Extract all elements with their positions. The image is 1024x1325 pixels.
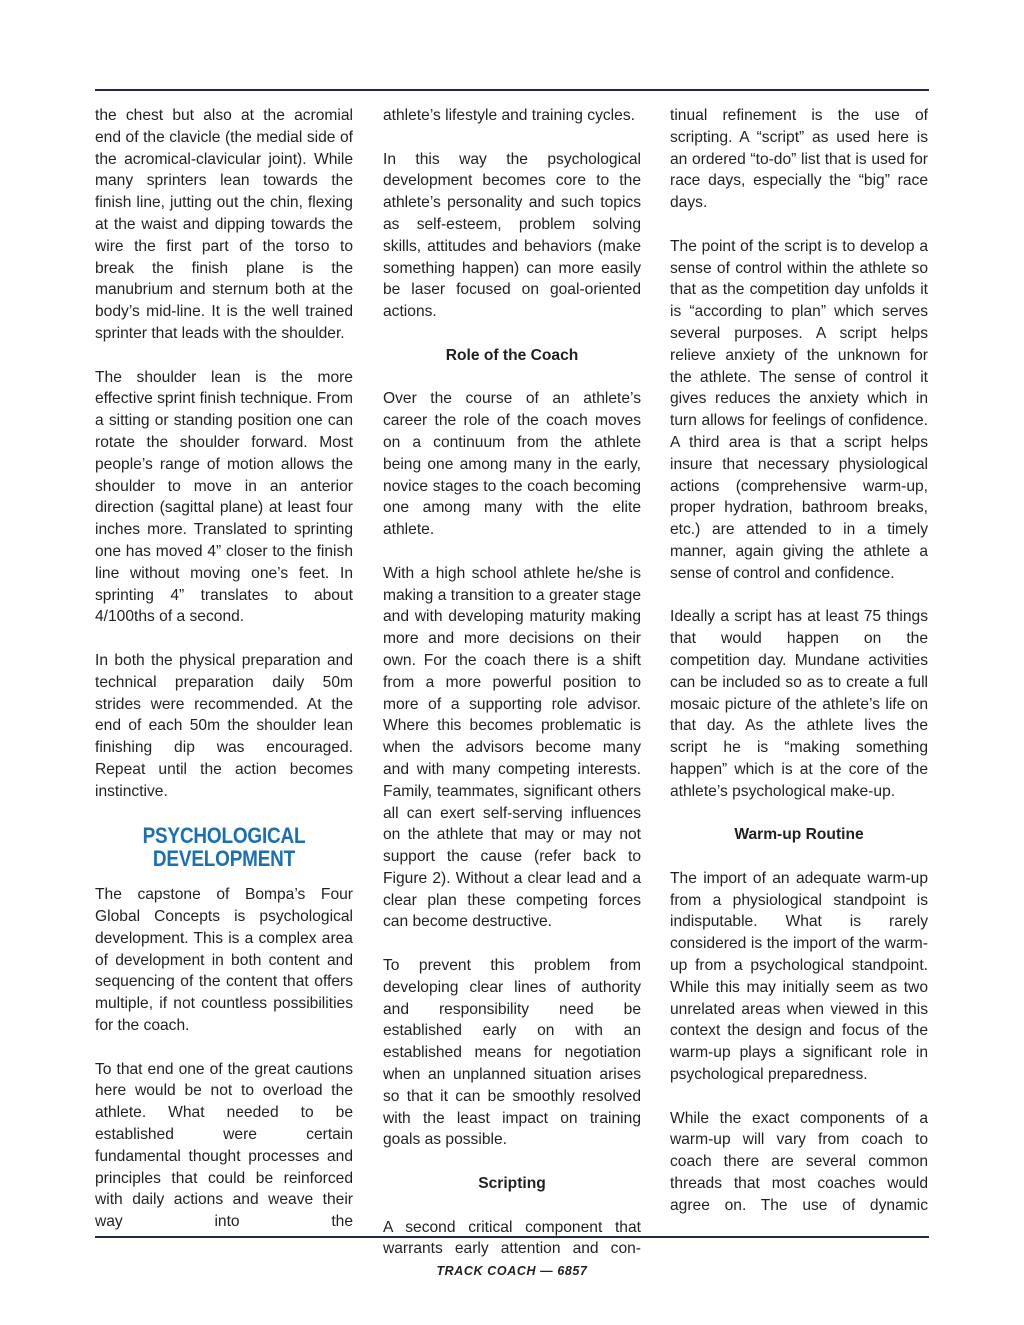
paragraph: The shoulder lean is the more effective sprint finish technique. From a sitting or standing position one can rotate the shoulder forward. Most people’s range of motion allows the shoulder to move in an anterior direction (sagittal plane) at least four inches more. Translated to sprinting one has moved 4” closer to the finish line without moving one’s feet. In sprinting 4” translates to about 4/100ths of a second. [95, 368, 353, 626]
paragraph: With a high school athlete he/she is making a transition to a greater stage and with developing maturity making more and more decisions on their own. For the coach there is a shift from a more powerful position to more of a supporting role advisor. Where this becomes problematic is when the advisors become many and with many competing interests. Family, teammates, significant others all can exert self-serving influences on the athlete that may or may not support the cause (refer back to Figure 2). Without a clear lead and a clear plan these competing forces can become destructive. [383, 564, 641, 931]
paragraph: While the exact components of a warm-up will vary from coach to coach there are several common threads that most coaches would agree on. The use of dynamic [670, 1109, 928, 1214]
subsection-heading: Warm-up Routine [734, 826, 864, 844]
bottom-rule [95, 1236, 929, 1238]
paragraph: The point of the script is to develop a sense of control within the athlete so that as the competition day unfolds it is “according to plan” which serves several purposes. A script helps relieve anxiety of the unknown for the athlete. The sense of control it gives reduces the anxiety which in turn allows for feelings of confidence. A third area is that a script helps insure that necessary physiological actions (comprehensive warm-up, proper hydration, bathroom breaks, etc.) are attended to in a timely manner, again giving the athlete a sense of control and confidence. [670, 237, 928, 582]
paragraph: A second critical component that warrants early attention and con- [383, 1218, 641, 1258]
paragraph: The import of an adequate warm-up from a physiological standpoint is indisputable. What is rarely considered is the import of the warm-up from a psychological standpoint. While this may initially seem as two unrelated areas when viewed in this context the design and focus of the warm-up plays a significant role in psychological preparedness. [670, 869, 928, 1084]
paragraph: The capstone of Bompa’s Four Global Concepts is psychological development. This is a complex area of development in both content and sequencing of the content that offers multiple, if not countless possibilities for the coach. [95, 886, 353, 1035]
paragraph: the chest but also at the acromial end of the clavicle (the medial side of the acromical-clavicular joint). While many sprinters lean towards the finish line, jutting out the chin, flexing at the waist and dipping towards the wire the first part of the torso to break the finish plane is the manubrium and sternum both at the body’s mid-line. It is the well trained sprinter that leads with the shoulder. [95, 107, 353, 342]
subsection-heading: Role of the Coach [445, 346, 579, 364]
paragraph: To that end one of the great cautions here would be not to overload the athlete. What needed to be established were certain fundamental thought processes and principles that could be reinforced with daily actions and weave their way into the [95, 1060, 353, 1231]
paragraph: Over the course of an athlete’s career the role of the coach moves on a continuum from the athlete being one among many in the early, novice stages to the coach becoming one among many with the elite athlete. [383, 390, 641, 539]
column-2 [383, 105, 641, 1282]
subsection-heading: Scripting [478, 1175, 546, 1193]
column-3 [670, 105, 928, 1238]
section-heading: PSYCHOLOGICAL DEVELOPMENT [142, 823, 306, 872]
column-1 [95, 105, 353, 1255]
paragraph: To prevent this problem from developing clear lines of authority and responsibility need be established early on with an established means for negotiation when an unplanned situation arises so that it can be smoothly resolved with the least impact on training goals as possible. [383, 957, 641, 1149]
paragraph: Ideally a script has at least 75 things that would happen on the competition day. Mundane activities can be included so as to create a full mosaic picture of the athlete’s life on that day. As the athlete lives the script he is “making something happen” which is at the core of the athlete’s psychological make-up. [670, 608, 928, 800]
paragraph: athlete’s lifestyle and training cycles. [383, 107, 635, 124]
paragraph: In this way the psychological development becomes core to the athlete’s personality and such topics as self-esteem, problem solving skills, attitudes and behaviors (make something happen) can more easily be laser focused on goal-oriented actions. [383, 150, 641, 321]
paragraph: tinual refinement is the use of scripting. A “script” as used here is an ordered “to-do” list that is used for race days, especially the “big” race days. [670, 107, 928, 212]
page-footer: TRACK COACH — 6857 [436, 1264, 588, 1278]
top-rule [95, 89, 929, 91]
paragraph: In both the physical preparation and technical preparation daily 50m strides were recommended. At the end of each 50m the shoulder lean finishing dip was encouraged. Repeat until the action becomes instinctive. [95, 651, 353, 800]
